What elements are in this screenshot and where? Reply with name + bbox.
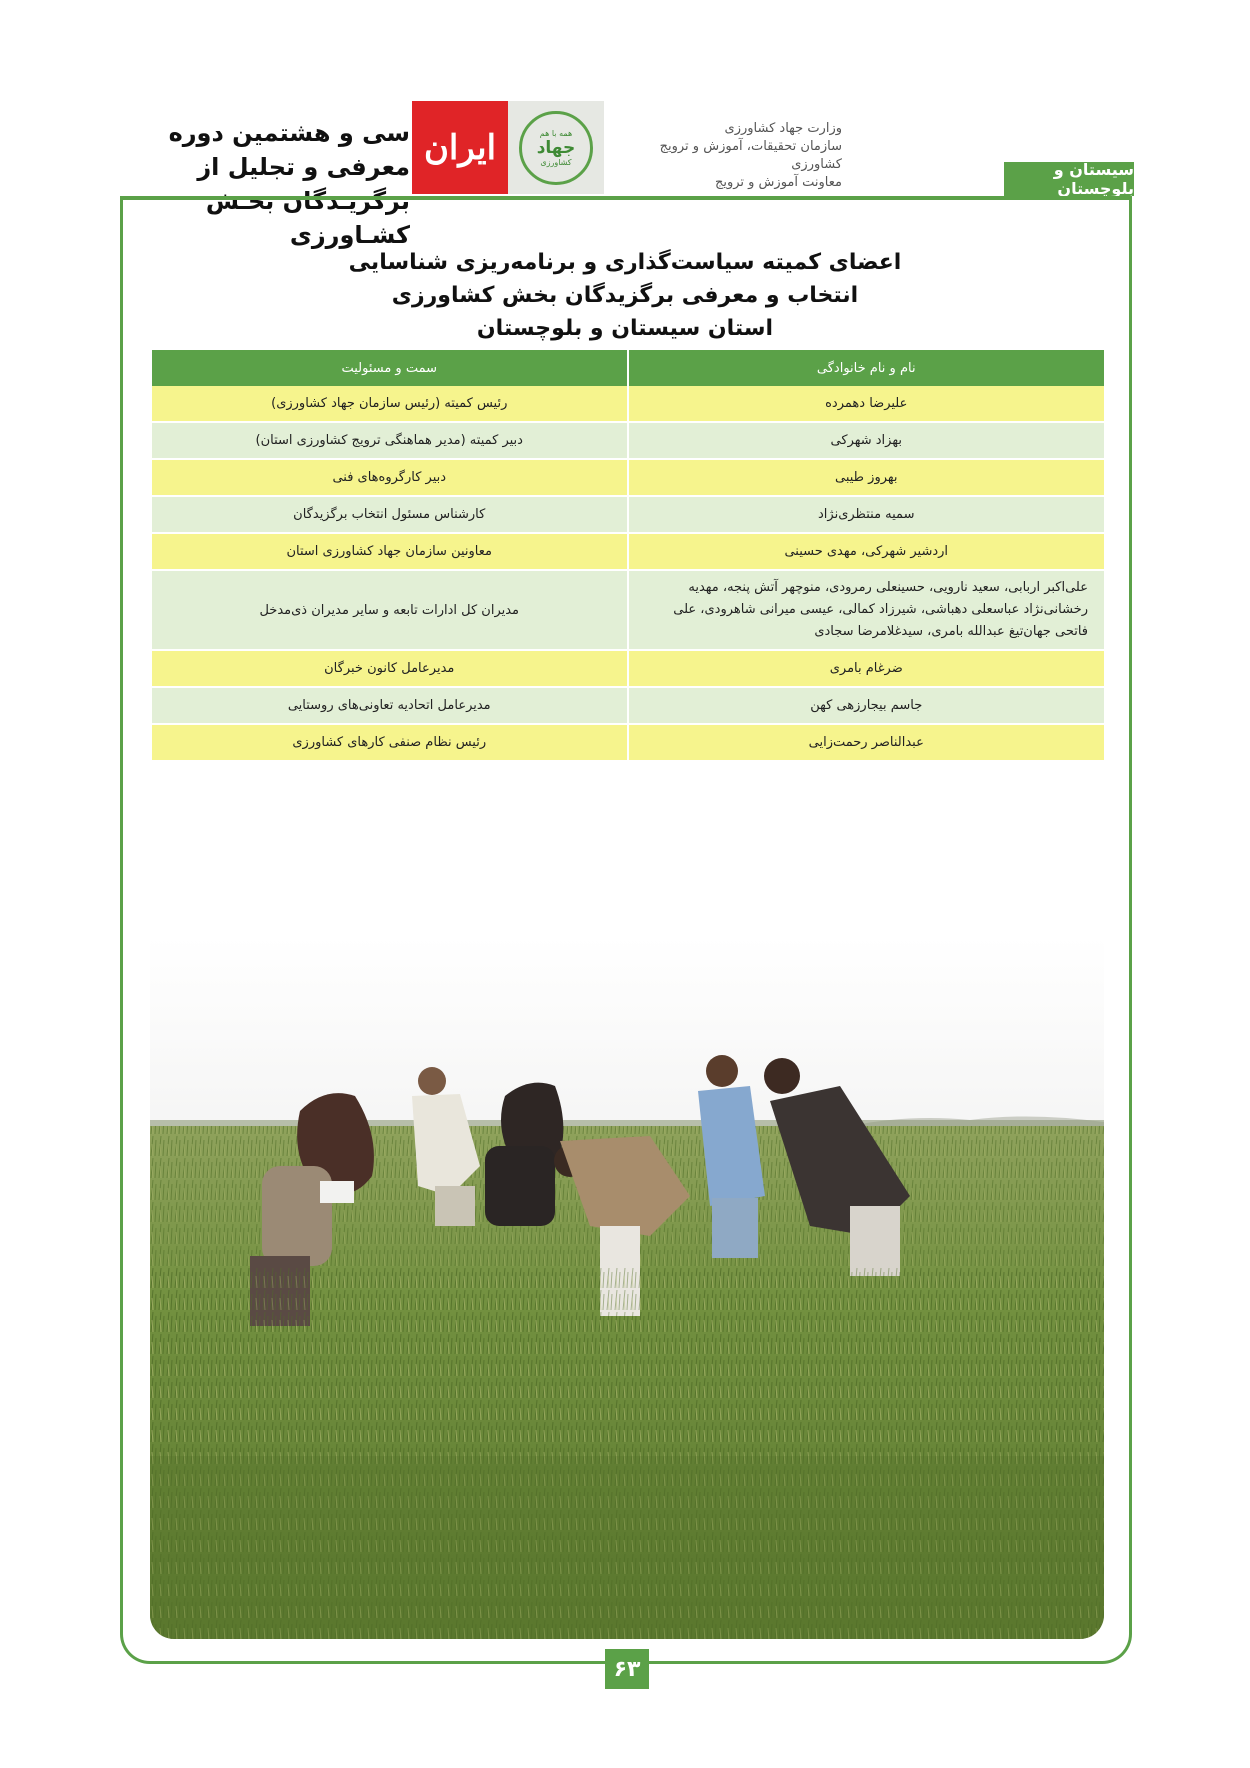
table-row (151, 533, 1104, 570)
document-title-line3: استان سیستان و بلوچستان (476, 316, 774, 341)
cell-name: علیرضا دهمرده (628, 386, 1105, 422)
cell-role: کارشناس مسئول انتخاب برگزیدگان (151, 496, 628, 533)
cell-name: ضرغام بامری (628, 650, 1105, 687)
jahad-logo-main: جهاد (536, 137, 576, 158)
table-row (151, 496, 1104, 533)
section-tab (1004, 162, 1134, 198)
cell-name: جاسم بیجارزهی کهن (628, 687, 1105, 724)
document-title-line2: انتخاب و معرفی برگزیدگان بخش کشاورزی (391, 283, 859, 308)
iran-newspaper-logo (412, 101, 508, 194)
cell-name: علی‌اکبر اربابی، سعید نارویی، حسینعلی رمرودی، منوچهر آتش پنجه، مهدیه رخشانی‌نژاد عباسعلی دهباشی، شیرزاد کمالی، عیسی میرانی شاهرودی، علی فاتحی جهان‌تیغ عبدالله بامری، سیدغلامرضا سجادی (628, 570, 1105, 650)
cell-role: رئیس نظام صنفی کارهای کشاورزی (151, 724, 628, 761)
cell-name: عبدالناصر رحمت‌زایی (628, 724, 1105, 761)
table-header-row (151, 350, 1104, 386)
table-row (151, 650, 1104, 687)
table-row (151, 570, 1104, 650)
table-row (151, 386, 1104, 422)
ministry-line: معاونت آموزش و ترویج (714, 175, 842, 190)
cell-role: معاونین سازمان جهاد کشاورزی استان (151, 533, 628, 570)
committee-table (150, 350, 1104, 762)
ministry-info (612, 120, 842, 192)
table-row (151, 687, 1104, 724)
iran-logo-text: ایران (423, 127, 497, 168)
ministry-line: سازمان تحقیقات، آموزش و ترویج کشاورزی (659, 139, 842, 172)
document-title-line1: اعضای کمیته سیاست‌گذاری و برنامه‌ریزی شناسایی (348, 250, 902, 275)
cell-name: بهروز طیبی (628, 459, 1105, 496)
cell-name: بهزاد شهرکی (628, 422, 1105, 459)
wheat-field-illustration (150, 936, 1104, 1639)
header-name: نام و نام خانوادگی (628, 350, 1105, 386)
table-row (151, 724, 1104, 761)
ministry-line: وزارت جهاد کشاورزی (724, 121, 842, 136)
wheat-field-photo (150, 936, 1104, 1639)
cell-role: دبیر کارگروه‌های فنی (151, 459, 628, 496)
page-number (605, 1649, 649, 1689)
table-row (151, 422, 1104, 459)
jahad-logo-bottom: کشاورزی (540, 157, 572, 167)
cell-role: مدیرعامل کانون خبرگان (151, 650, 628, 687)
section-tab-label: سیستان و بلوچستان (1053, 160, 1134, 198)
jahad-logo-top: همه با هم (539, 128, 573, 138)
cell-name: اردشیر شهرکی، مهدی حسینی (628, 533, 1105, 570)
cell-role: مدیرعامل اتحادیه تعاونی‌های روستایی (151, 687, 628, 724)
jahad-keshavarzi-logo (508, 101, 604, 194)
cell-name: سمیه منتظری‌نژاد (628, 496, 1105, 533)
cell-role: دبیر کمیته (مدیر هماهنگی ترویج کشاورزی استان) (151, 422, 628, 459)
cell-role: رئیس کمیته (رئیس سازمان جهاد کشاورزی) (151, 386, 628, 422)
publication-title-line2: برگزیـدگان بخـش کشـاورزی (205, 187, 410, 249)
publication-title-line1: سی و هشتمین دوره معرفی و تجلیل از (168, 119, 410, 181)
jahad-logo-ring (519, 111, 593, 185)
page-number-text: ۶۳ (613, 1656, 641, 1682)
document-title (300, 246, 950, 345)
table-row (151, 459, 1104, 496)
header-role: سمت و مسئولیت (151, 350, 628, 386)
cell-role: مدیران کل ادارات تابعه و سایر مدیران ذی‌مدخل (151, 570, 628, 650)
